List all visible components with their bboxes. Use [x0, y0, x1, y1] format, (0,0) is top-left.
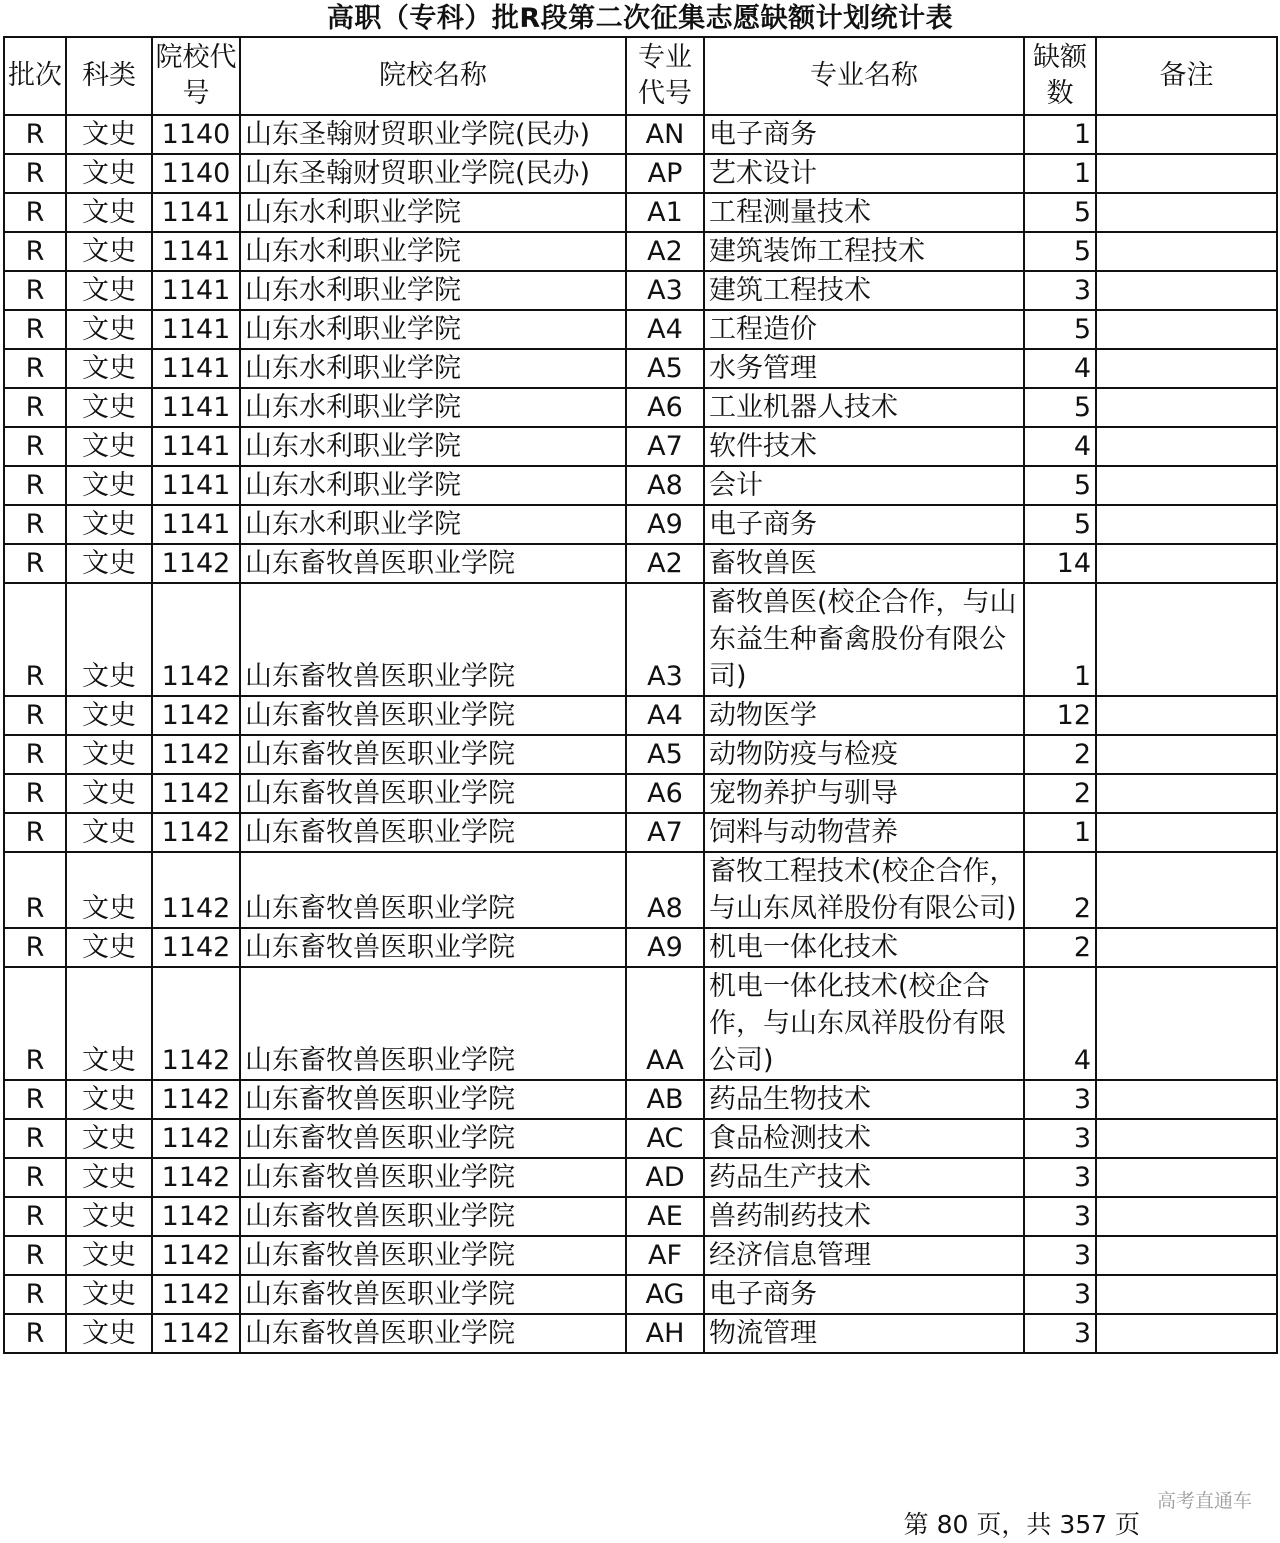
major-name-cell: 建筑工程技术 — [704, 271, 1024, 310]
major-code-cell: AC — [626, 1119, 704, 1158]
category-cell: 文史 — [66, 928, 152, 967]
school-code-cell: 1142 — [152, 774, 240, 813]
remarks-cell — [1096, 505, 1277, 544]
remarks-cell — [1096, 852, 1277, 928]
major-name-cell: 动物防疫与检疫 — [704, 735, 1024, 774]
school-name-cell: 山东水利职业学院 — [240, 466, 626, 505]
major-name-cell: 工程测量技术 — [704, 193, 1024, 232]
batch-cell: R — [4, 310, 66, 349]
category-cell: 文史 — [66, 505, 152, 544]
quota-cell: 5 — [1024, 232, 1096, 271]
major-code-cell: A2 — [626, 232, 704, 271]
table-row — [4, 852, 1277, 928]
major-name-cell: 水务管理 — [704, 349, 1024, 388]
school-name-cell: 山东畜牧兽医职业学院 — [240, 813, 626, 852]
batch-cell: R — [4, 1080, 66, 1119]
table-row — [4, 928, 1277, 967]
school-name-cell: 山东畜牧兽医职业学院 — [240, 928, 626, 967]
page-title: 高职（专科）批R段第二次征集志愿缺额计划统计表 — [326, 3, 954, 34]
batch-cell: R — [4, 271, 66, 310]
quota-cell: 3 — [1024, 1314, 1096, 1353]
batch-cell: R — [4, 1197, 66, 1236]
remarks-cell — [1096, 774, 1277, 813]
batch-cell: R — [4, 1314, 66, 1353]
batch-cell: R — [4, 1275, 66, 1314]
major-name-cell: 畜牧工程技术(校企合作，与山东凤祥股份有限公司) — [704, 852, 1024, 928]
major-name-cell: 机电一体化技术 — [704, 928, 1024, 967]
table-row — [4, 696, 1277, 735]
quota-cell: 5 — [1024, 193, 1096, 232]
school-name-cell: 山东水利职业学院 — [240, 427, 626, 466]
table-row — [4, 1119, 1277, 1158]
remarks-cell — [1096, 115, 1277, 154]
quota-cell: 1 — [1024, 583, 1096, 696]
quota-cell: 3 — [1024, 1119, 1096, 1158]
table-header-row — [4, 37, 1277, 115]
batch-cell: R — [4, 544, 66, 583]
table-row — [4, 193, 1277, 232]
remarks-cell — [1096, 1119, 1277, 1158]
remarks-cell — [1096, 271, 1277, 310]
table-row — [4, 967, 1277, 1080]
quota-cell: 4 — [1024, 349, 1096, 388]
major-code-cell: A7 — [626, 813, 704, 852]
major-code-cell: AE — [626, 1197, 704, 1236]
batch-cell: R — [4, 735, 66, 774]
school-name-cell: 山东畜牧兽医职业学院 — [240, 1080, 626, 1119]
table-row — [4, 427, 1277, 466]
quota-cell: 2 — [1024, 928, 1096, 967]
batch-cell: R — [4, 388, 66, 427]
school-code-cell: 1142 — [152, 852, 240, 928]
remarks-cell — [1096, 1236, 1277, 1275]
table-row — [4, 271, 1277, 310]
school-name-cell: 山东畜牧兽医职业学院 — [240, 1314, 626, 1353]
table-row — [4, 813, 1277, 852]
quota-cell: 1 — [1024, 154, 1096, 193]
quota-cell: 3 — [1024, 1158, 1096, 1197]
quota-cell: 14 — [1024, 544, 1096, 583]
school-code-cell: 1142 — [152, 1236, 240, 1275]
table-row — [4, 1158, 1277, 1197]
school-code-cell: 1142 — [152, 813, 240, 852]
batch-cell: R — [4, 349, 66, 388]
remarks-cell — [1096, 1197, 1277, 1236]
batch-cell: R — [4, 967, 66, 1080]
category-cell: 文史 — [66, 466, 152, 505]
table-row — [4, 349, 1277, 388]
table-row — [4, 1197, 1277, 1236]
category-cell: 文史 — [66, 232, 152, 271]
remarks-cell — [1096, 813, 1277, 852]
category-cell: 文史 — [66, 852, 152, 928]
major-code-cell: A9 — [626, 505, 704, 544]
major-name-cell: 兽药制药技术 — [704, 1197, 1024, 1236]
school-code-cell: 1141 — [152, 388, 240, 427]
page-number: 第 80 页，共 357 页 — [903, 1510, 1140, 1539]
category-cell: 文史 — [66, 1197, 152, 1236]
major-name-cell: 宠物养护与驯导 — [704, 774, 1024, 813]
school-name-cell: 山东水利职业学院 — [240, 349, 626, 388]
batch-cell: R — [4, 505, 66, 544]
table-row — [4, 1080, 1277, 1119]
table-row — [4, 154, 1277, 193]
school-name-cell: 山东水利职业学院 — [240, 232, 626, 271]
school-code-cell: 1142 — [152, 583, 240, 696]
remarks-cell — [1096, 349, 1277, 388]
category-cell: 文史 — [66, 349, 152, 388]
major-code-cell: A4 — [626, 696, 704, 735]
school-name-cell: 山东畜牧兽医职业学院 — [240, 967, 626, 1080]
quota-table — [3, 36, 1278, 1354]
batch-cell: R — [4, 466, 66, 505]
school-code-cell: 1141 — [152, 193, 240, 232]
remarks-cell — [1096, 928, 1277, 967]
quota-cell: 5 — [1024, 310, 1096, 349]
major-code-cell: A1 — [626, 193, 704, 232]
school-name-cell: 山东畜牧兽医职业学院 — [240, 1158, 626, 1197]
header-school-code: 院校代号 — [152, 37, 240, 115]
batch-cell: R — [4, 1119, 66, 1158]
table-row — [4, 115, 1277, 154]
batch-cell: R — [4, 1236, 66, 1275]
school-name-cell: 山东畜牧兽医职业学院 — [240, 544, 626, 583]
quota-cell: 3 — [1024, 1275, 1096, 1314]
school-name-cell: 山东水利职业学院 — [240, 271, 626, 310]
school-name-cell: 山东畜牧兽医职业学院 — [240, 1275, 626, 1314]
batch-cell: R — [4, 232, 66, 271]
batch-cell: R — [4, 427, 66, 466]
category-cell: 文史 — [66, 1119, 152, 1158]
major-code-cell: AG — [626, 1275, 704, 1314]
category-cell: 文史 — [66, 1080, 152, 1119]
batch-cell: R — [4, 115, 66, 154]
remarks-cell — [1096, 1275, 1277, 1314]
remarks-cell — [1096, 1080, 1277, 1119]
category-cell: 文史 — [66, 388, 152, 427]
remarks-cell — [1096, 1158, 1277, 1197]
school-code-cell: 1142 — [152, 696, 240, 735]
school-code-cell: 1142 — [152, 1314, 240, 1353]
batch-cell: R — [4, 193, 66, 232]
category-cell: 文史 — [66, 154, 152, 193]
quota-cell: 5 — [1024, 505, 1096, 544]
major-code-cell: A3 — [626, 271, 704, 310]
quota-cell: 3 — [1024, 271, 1096, 310]
table-row — [4, 1236, 1277, 1275]
remarks-cell — [1096, 696, 1277, 735]
major-code-cell: AP — [626, 154, 704, 193]
major-code-cell: A6 — [626, 774, 704, 813]
major-name-cell: 软件技术 — [704, 427, 1024, 466]
quota-cell: 3 — [1024, 1080, 1096, 1119]
school-code-cell: 1142 — [152, 544, 240, 583]
school-name-cell: 山东畜牧兽医职业学院 — [240, 774, 626, 813]
remarks-cell — [1096, 967, 1277, 1080]
major-code-cell: A3 — [626, 583, 704, 696]
school-name-cell: 山东畜牧兽医职业学院 — [240, 852, 626, 928]
category-cell: 文史 — [66, 310, 152, 349]
school-code-cell: 1141 — [152, 232, 240, 271]
school-name-cell: 山东圣翰财贸职业学院(民办) — [240, 115, 626, 154]
batch-cell: R — [4, 154, 66, 193]
remarks-cell — [1096, 232, 1277, 271]
major-name-cell: 工业机器人技术 — [704, 388, 1024, 427]
remarks-cell — [1096, 310, 1277, 349]
batch-cell: R — [4, 928, 66, 967]
school-code-cell: 1142 — [152, 1080, 240, 1119]
school-name-cell: 山东水利职业学院 — [240, 193, 626, 232]
header-quota: 缺额数 — [1024, 37, 1096, 115]
school-code-cell: 1142 — [152, 967, 240, 1080]
category-cell: 文史 — [66, 1275, 152, 1314]
category-cell: 文史 — [66, 967, 152, 1080]
major-name-cell: 电子商务 — [704, 505, 1024, 544]
major-code-cell: A5 — [626, 349, 704, 388]
school-code-cell: 1141 — [152, 505, 240, 544]
table-row — [4, 466, 1277, 505]
header-school-name: 院校名称 — [240, 37, 626, 115]
quota-cell: 2 — [1024, 852, 1096, 928]
major-name-cell: 会计 — [704, 466, 1024, 505]
quota-cell: 12 — [1024, 696, 1096, 735]
quota-cell: 2 — [1024, 774, 1096, 813]
quota-cell: 3 — [1024, 1197, 1096, 1236]
header-remarks: 备注 — [1096, 37, 1277, 115]
school-name-cell: 山东畜牧兽医职业学院 — [240, 1119, 626, 1158]
major-code-cell: A7 — [626, 427, 704, 466]
category-cell: 文史 — [66, 193, 152, 232]
school-code-cell: 1140 — [152, 154, 240, 193]
major-code-cell: AN — [626, 115, 704, 154]
school-name-cell: 山东水利职业学院 — [240, 310, 626, 349]
header-major-code: 专业代号 — [626, 37, 704, 115]
major-code-cell: A8 — [626, 466, 704, 505]
major-name-cell: 经济信息管理 — [704, 1236, 1024, 1275]
major-name-cell: 动物医学 — [704, 696, 1024, 735]
table-row — [4, 1275, 1277, 1314]
school-code-cell: 1140 — [152, 115, 240, 154]
category-cell: 文史 — [66, 735, 152, 774]
school-name-cell: 山东畜牧兽医职业学院 — [240, 1197, 626, 1236]
remarks-cell — [1096, 466, 1277, 505]
school-name-cell: 山东畜牧兽医职业学院 — [240, 583, 626, 696]
category-cell: 文史 — [66, 696, 152, 735]
school-code-cell: 1142 — [152, 1158, 240, 1197]
major-code-cell: AH — [626, 1314, 704, 1353]
major-name-cell: 建筑装饰工程技术 — [704, 232, 1024, 271]
school-name-cell: 山东水利职业学院 — [240, 388, 626, 427]
category-cell: 文史 — [66, 813, 152, 852]
school-name-cell: 山东圣翰财贸职业学院(民办) — [240, 154, 626, 193]
major-code-cell: A2 — [626, 544, 704, 583]
major-name-cell: 药品生产技术 — [704, 1158, 1024, 1197]
remarks-cell — [1096, 427, 1277, 466]
category-cell: 文史 — [66, 774, 152, 813]
major-name-cell: 饲料与动物营养 — [704, 813, 1024, 852]
header-major-name: 专业名称 — [704, 37, 1024, 115]
school-code-cell: 1142 — [152, 928, 240, 967]
quota-cell: 1 — [1024, 813, 1096, 852]
table-row — [4, 735, 1277, 774]
school-code-cell: 1142 — [152, 1275, 240, 1314]
major-code-cell: A8 — [626, 852, 704, 928]
school-name-cell: 山东畜牧兽医职业学院 — [240, 1236, 626, 1275]
major-code-cell: AB — [626, 1080, 704, 1119]
quota-cell: 4 — [1024, 967, 1096, 1080]
category-cell: 文史 — [66, 1158, 152, 1197]
school-name-cell: 山东水利职业学院 — [240, 505, 626, 544]
major-name-cell: 电子商务 — [704, 115, 1024, 154]
major-code-cell: A9 — [626, 928, 704, 967]
quota-cell: 5 — [1024, 466, 1096, 505]
major-name-cell: 畜牧兽医 — [704, 544, 1024, 583]
header-batch: 批次 — [4, 37, 66, 115]
major-code-cell: AD — [626, 1158, 704, 1197]
table-row — [4, 505, 1277, 544]
school-code-cell: 1141 — [152, 427, 240, 466]
batch-cell: R — [4, 1158, 66, 1197]
remarks-cell — [1096, 1314, 1277, 1353]
table-row — [4, 232, 1277, 271]
batch-cell: R — [4, 813, 66, 852]
remarks-cell — [1096, 154, 1277, 193]
major-name-cell: 食品检测技术 — [704, 1119, 1024, 1158]
major-code-cell: A4 — [626, 310, 704, 349]
remarks-cell — [1096, 388, 1277, 427]
major-name-cell: 艺术设计 — [704, 154, 1024, 193]
batch-cell: R — [4, 583, 66, 696]
batch-cell: R — [4, 852, 66, 928]
major-code-cell: AF — [626, 1236, 704, 1275]
table-row — [4, 1314, 1277, 1353]
school-code-cell: 1141 — [152, 466, 240, 505]
remarks-cell — [1096, 735, 1277, 774]
major-name-cell: 机电一体化技术(校企合作，与山东凤祥股份有限公司) — [704, 967, 1024, 1080]
table-row — [4, 583, 1277, 696]
major-code-cell: A6 — [626, 388, 704, 427]
major-name-cell: 工程造价 — [704, 310, 1024, 349]
remarks-cell — [1096, 544, 1277, 583]
category-cell: 文史 — [66, 115, 152, 154]
table-row — [4, 388, 1277, 427]
category-cell: 文史 — [66, 1314, 152, 1353]
remarks-cell — [1096, 583, 1277, 696]
batch-cell: R — [4, 774, 66, 813]
school-name-cell: 山东畜牧兽医职业学院 — [240, 735, 626, 774]
major-name-cell: 药品生物技术 — [704, 1080, 1024, 1119]
major-name-cell: 物流管理 — [704, 1314, 1024, 1353]
school-code-cell: 1142 — [152, 735, 240, 774]
school-code-cell: 1141 — [152, 310, 240, 349]
category-cell: 文史 — [66, 427, 152, 466]
school-code-cell: 1142 — [152, 1119, 240, 1158]
quota-cell: 2 — [1024, 735, 1096, 774]
table-row — [4, 310, 1277, 349]
category-cell: 文史 — [66, 583, 152, 696]
watermark: 高考直通车 — [1156, 1490, 1252, 1512]
remarks-cell — [1096, 193, 1277, 232]
quota-cell: 5 — [1024, 388, 1096, 427]
school-code-cell: 1142 — [152, 1197, 240, 1236]
category-cell: 文史 — [66, 1236, 152, 1275]
quota-cell: 3 — [1024, 1236, 1096, 1275]
major-code-cell: A5 — [626, 735, 704, 774]
table-body — [4, 115, 1277, 1353]
major-name-cell: 畜牧兽医(校企合作，与山东益生种畜禽股份有限公司) — [704, 583, 1024, 696]
table-row — [4, 544, 1277, 583]
batch-cell: R — [4, 696, 66, 735]
quota-cell: 4 — [1024, 427, 1096, 466]
quota-cell: 1 — [1024, 115, 1096, 154]
category-cell: 文史 — [66, 544, 152, 583]
header-category: 科类 — [66, 37, 152, 115]
major-code-cell: AA — [626, 967, 704, 1080]
school-code-cell: 1141 — [152, 271, 240, 310]
major-name-cell: 电子商务 — [704, 1275, 1024, 1314]
school-code-cell: 1141 — [152, 349, 240, 388]
school-name-cell: 山东畜牧兽医职业学院 — [240, 696, 626, 735]
category-cell: 文史 — [66, 271, 152, 310]
table-row — [4, 774, 1277, 813]
